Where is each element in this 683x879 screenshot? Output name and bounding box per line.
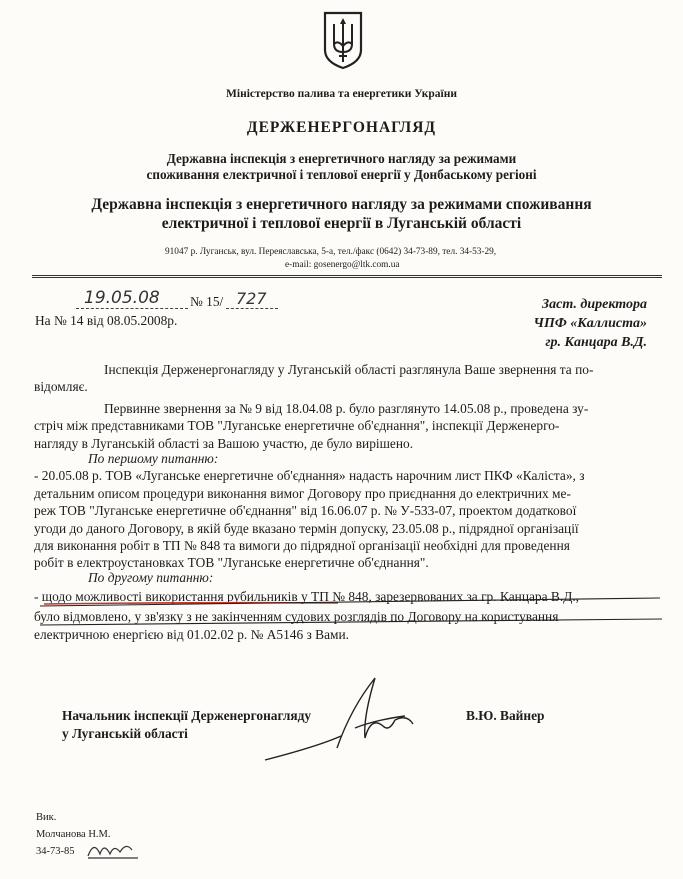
recipient-position: Заст. директора — [542, 297, 647, 312]
body-line: - 20.05.08 р. ТОВ «Луганське енергетичне об'єднання» надасть нарочним лист ПКФ «Каліста», з — [34, 468, 585, 484]
body-line: відомляє. — [34, 379, 88, 395]
first-question-heading: По першому питанню: — [88, 451, 219, 466]
inspection-line-1: Державна інспекція з енергетичного нагляду за режимами — [166, 151, 517, 166]
body-line: реж ТОВ "Луганське енергетичне об'єднання" від 16.06.07 р. № У-533-07, проектом додаткової — [34, 503, 577, 519]
body-line: Інспекція Держенергонагляду у Луганській області разглянула Ваше звернення та по- — [104, 362, 594, 377]
handwritten-initials — [84, 836, 144, 862]
recipient-company: ЧПФ «Каллиста» — [533, 316, 647, 331]
regional-line-1: Державна інспекція з енергетичного нагляду за режимами споживання — [91, 196, 592, 213]
reply-reference: На № 14 від 08.05.2008р. — [35, 313, 178, 328]
body-line: нагляду в Луганській області за Вашою участю, де було вирішено. — [34, 435, 414, 451]
agency-title: ДЕРЖЕНЕРГОНАГЛЯД — [246, 119, 437, 136]
recipient-name: гр. Канцара В.Д. — [545, 335, 647, 350]
body-line: угоди до даного Договору, в якій буде вказано термін допуску, 23.05.08 р., підрядної організації — [34, 520, 579, 536]
body-line-underlined: - щодо можливості використання рубильників у ТП № 848, зарезервованих за гр. Канцара В.Д., — [34, 589, 580, 605]
body-line: стріч між представниками ТОВ "Луганське енергетичне об'єднання", інспекції Держенерго- — [34, 418, 560, 434]
signatory-title-2: у Луганській області — [62, 726, 188, 741]
body-line: робіт в електроустановках ТОВ "Луганське енергетичне об'єднання". — [34, 555, 429, 571]
signatory-name: В.Ю. Вайнер — [466, 708, 545, 723]
executor-name: Молчанова Н.М. — [36, 829, 111, 840]
body-line: Первинне звернення за № 9 від 18.04.08 р. було разглянуто 14.05.08 р., проведена зу- — [104, 401, 589, 416]
ministry-line: Міністерство палива та енергетики України — [226, 88, 457, 100]
address-line-2: e-mail: gosenergo@ltk.com.ua — [285, 260, 400, 270]
inspection-line-2: споживання електричної і теплової енергії у Донбаському регіоні — [146, 167, 537, 182]
regional-line-2: електричної і теплової енергії в Луганській області — [161, 215, 522, 232]
signature-mark — [255, 668, 485, 763]
body-line: електричною енергією від 01.02.02 р. № А5146 з Вами. — [34, 627, 350, 643]
executor-phone: 34-73-85 — [36, 846, 75, 857]
body-line: для виконання робіт в ТП № 848 та вимоги до підрядної організації необхідні для проведення — [34, 538, 570, 554]
letter-date: 19.05.08 — [84, 288, 160, 308]
letter-number: 727 — [236, 289, 267, 308]
executor-label: Вик. — [36, 812, 57, 823]
address-line-1: 91047 р. Луганськ, вул. Переяславська, 5-а, тел./факс (0642) 34-73-89, тел. 34-53-29, — [165, 247, 497, 257]
body-line-underlined: було відмовлено, у зв'язку з не закінченням судових розглядів по Договору на користування — [34, 609, 559, 625]
signatory-title-1: Начальник інспекції Держенергонагляду — [62, 708, 312, 723]
body-line: детальним описом процедури виконання вимог Договору про приєднання до електричних ме- — [34, 485, 571, 501]
letter-number-prefix: № 15/ — [190, 294, 224, 309]
second-question-heading: По другому питанню: — [88, 570, 214, 585]
